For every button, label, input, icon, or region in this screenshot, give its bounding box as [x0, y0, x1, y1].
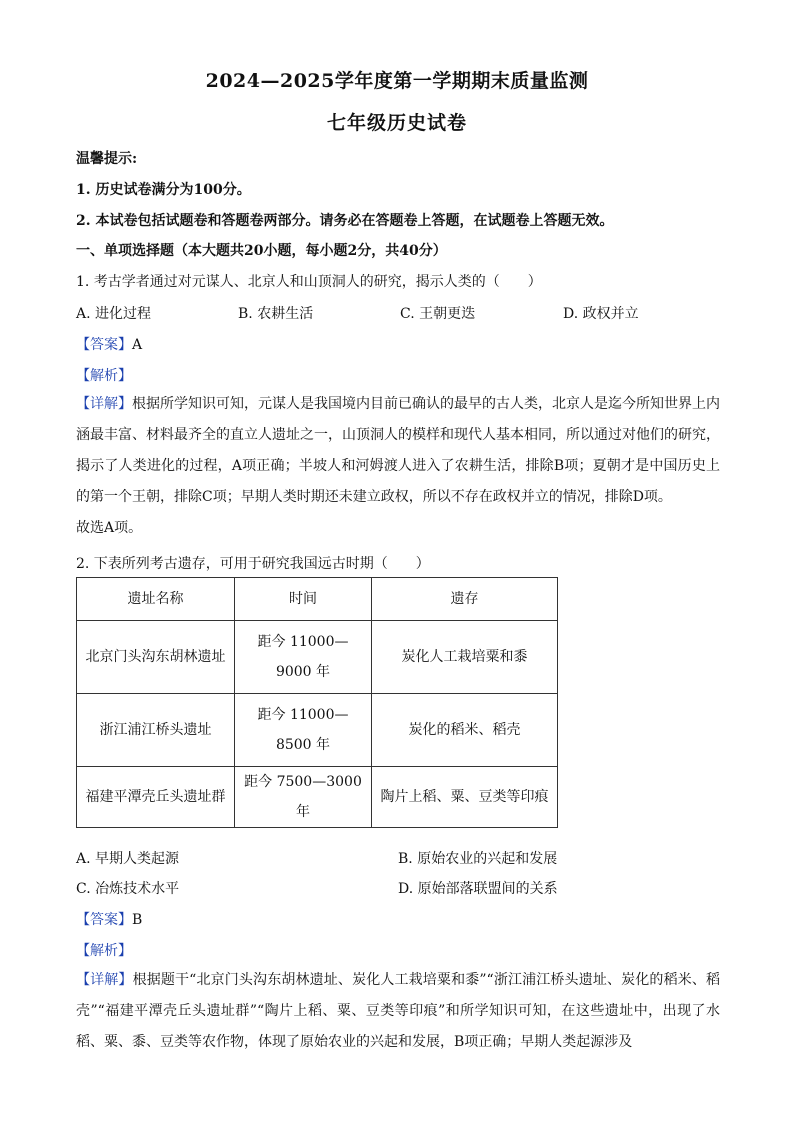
q2-detail [76, 965, 720, 1058]
tips-heading: 温馨提示: [76, 151, 138, 167]
table-cell-site: 福建平潭壳丘头遗址群 [77, 767, 235, 828]
table-cell-relic: 炭化的稻米、稻壳 [372, 694, 558, 767]
q2-option-a: A. 早期人类起源 [76, 851, 180, 867]
section-heading: 一、单项选择题（本大题共20小题，每小题2分，共40分） [76, 243, 447, 259]
q2-answer-value: B [132, 912, 143, 928]
table-row [77, 621, 558, 694]
q2-answer-label: 【答案】 [76, 912, 132, 928]
q2-option-d: D. 原始部落联盟间的关系 [398, 881, 558, 897]
q1-answer-value: A [132, 337, 143, 353]
table-cell-site: 浙江浦江桥头遗址 [77, 694, 235, 767]
q1-detail-label: 【详解】 [76, 396, 132, 412]
table-cell-time: 距今 7500—3000 年 [235, 767, 372, 828]
table-cell-time: 距今 11000—9000 年 [235, 621, 372, 694]
q1-answer [76, 334, 142, 354]
table-row [77, 694, 558, 767]
q1-analysis-label: 【解析】 [76, 368, 132, 384]
q1-conclusion: 故选A项。 [76, 520, 143, 536]
table-header-relic: 遗存 [372, 578, 558, 621]
q2-answer [76, 909, 142, 929]
table-header-time: 时间 [235, 578, 372, 621]
q2-option-b: B. 原始农业的兴起和发展 [398, 851, 558, 867]
tip-item-1: 1. 历史试卷满分为100分。 [76, 182, 251, 198]
q1-detail [76, 389, 720, 544]
page-subtitle: 七年级历史试卷 [326, 112, 467, 134]
relic-table [76, 577, 558, 828]
q2-stem: 2. 下表所列考古遗存，可用于研究我国远古时期（ ） [76, 556, 430, 572]
q1-option-c: C. 王朝更迭 [400, 306, 476, 322]
q2-option-c: C. 冶炼技术水平 [76, 881, 180, 897]
table-header-row [77, 578, 558, 621]
table-cell-site: 北京门头沟东胡林遗址 [77, 621, 235, 694]
q2-analysis-label: 【解析】 [76, 943, 132, 959]
q1-option-a: A. 进化过程 [76, 306, 152, 322]
table-cell-relic: 陶片上稻、粟、豆类等印痕 [372, 767, 558, 828]
tip-item-2: 2. 本试卷包括试题卷和答题卷两部分。请务必在答题卷上答题，在试题卷上答题无效。 [76, 213, 614, 229]
q1-stem: 1. 考古学者通过对元谋人、北京人和山顶洞人的研究，揭示人类的（ ） [76, 274, 542, 290]
table-cell-time: 距今 11000—8500 年 [235, 694, 372, 767]
q1-answer-label: 【答案】 [76, 337, 132, 353]
q1-option-d: D. 政权并立 [563, 306, 639, 322]
q2-detail-text: 根据题干“北京门头沟东胡林遗址、炭化人工栽培粟和黍”“浙江浦江桥头遗址、炭化的稻米、稻壳”“福建平潭壳丘头遗址群”“陶片上稻、粟、豆类等印痕”和所学知识可知，在这些遗址中，出现了水稻、粟、黍、豆类等农作物，体现了原始农业的兴起和发展，B项正确；早期人类起源涉及 [76, 972, 720, 1050]
table-cell-relic: 炭化人工栽培粟和黍 [372, 621, 558, 694]
q1-detail-text: 根据所学知识可知，元谋人是我国境内目前已确认的最早的古人类，北京人是迄今所知世界上内涵最丰富、材料最齐全的直立人遗址之一，山顶洞人的模样和现代人基本相同，所以通过对他们的研究，揭示了人类进化的过程，A项正确；半坡人和河姆渡人进入了农耕生活，排除B项；夏朝才是中国历史上的第一个王朝，排除C项；早期人类时期还未建立政权，所以不存在政权并立的情况，排除D项。 [76, 396, 720, 505]
table-row [77, 767, 558, 828]
page-title: 2024—2025学年度第一学期期末质量监测 [205, 70, 589, 92]
table-header-site: 遗址名称 [77, 578, 235, 621]
q2-detail-label: 【详解】 [76, 972, 133, 988]
q1-option-b: B. 农耕生活 [238, 306, 314, 322]
